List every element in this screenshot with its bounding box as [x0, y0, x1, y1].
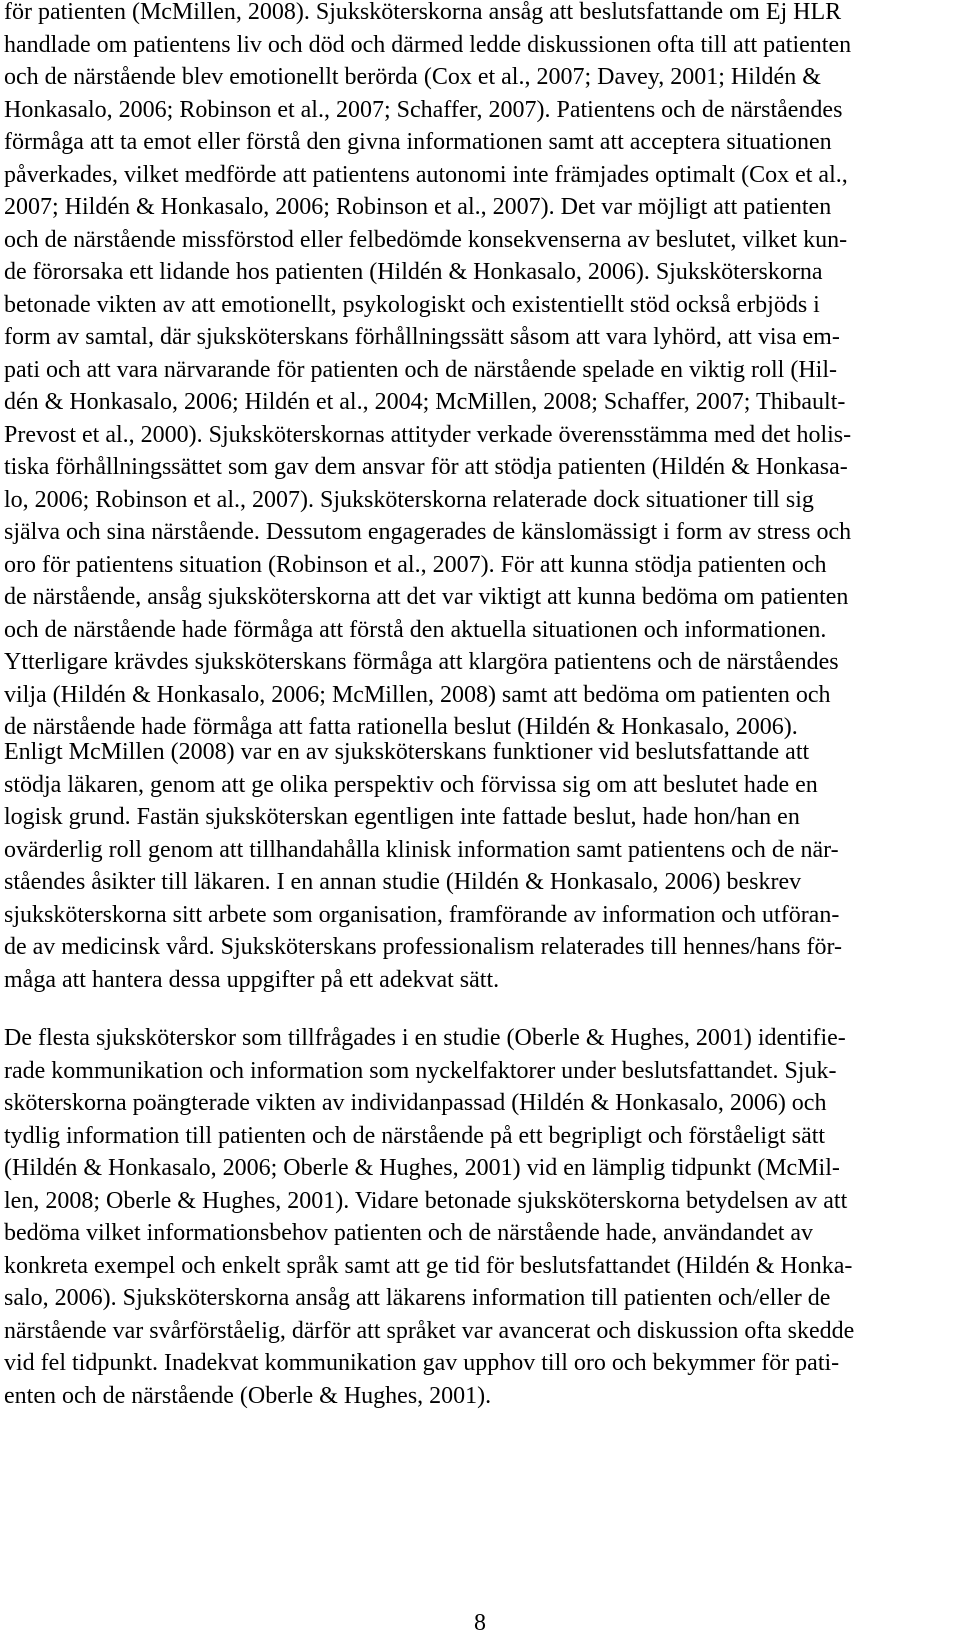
text-line: pati och att vara närvarande för patienten och de närstående spelade en viktig roll (Hil-	[4, 356, 837, 383]
text-line: betonade vikten av att emotionellt, psykologiskt och existentiellt stöd också erbjöds i	[4, 291, 820, 318]
text-line: konkreta exempel och enkelt språk samt att ge tid för beslutsfattandet (Hildén & Honka-	[4, 1252, 853, 1279]
text-line: påverkades, vilket medförde att patientens autonomi inte främjades optimalt (Cox et al.,	[4, 161, 848, 188]
text-line: de närstående hade förmåga att fatta rationella beslut (Hildén & Honkasalo, 2006).	[4, 714, 798, 740]
paragraph-1	[4, 0, 944, 744]
text-line: (Hildén & Honkasalo, 2006; Oberle & Hughes, 2001) vid en lämplig tidpunkt (McMil-	[4, 1155, 840, 1181]
text-line: len, 2008; Oberle & Hughes, 2001). Vidare betonade sjuksköterskorna betydelsen av att	[4, 1187, 848, 1214]
text-line: vid fel tidpunkt. Inadekvat kommunikation gav upphov till oro och bekymmer för pati-	[4, 1350, 840, 1376]
text-line: vilja (Hildén & Honkasalo, 2006; McMillen, 2008) samt att bedöma om patienten och	[4, 681, 831, 708]
text-line: oro för patientens situation (Robinson et al., 2007). För att kunna stödja patienten och	[4, 551, 827, 578]
text-line: ståendes åsikter till läkaren. I en annan studie (Hildén & Honkasalo, 2006) beskrev	[4, 869, 802, 895]
text-line: Ytterligare krävdes sjuksköterskans förmåga att klargöra patientens och de närståendes	[4, 649, 839, 675]
text-line: Prevost et al., 2000). Sjuksköterskornas attityder verkade överensstämma med det holis-	[4, 421, 852, 448]
text-line: stödja läkaren, genom att ge olika perspektiv och förvissa sig om att beslutet hade en	[4, 771, 818, 798]
text-line: lo, 2006; Robinson et al., 2007). Sjuksköterskorna relaterade dock situationer till sig	[4, 486, 814, 513]
text-line: De flesta sjuksköterskor som tillfrågades i en studie (Oberle & Hughes, 2001) identifie-	[4, 1025, 846, 1051]
paragraph-3	[4, 1022, 944, 1412]
paragraph-2	[4, 736, 944, 996]
page-number: 8	[474, 1610, 486, 1636]
text-line: form av samtal, där sjuksköterskans förhållningssätt såsom att vara lyhörd, att visa em-	[4, 324, 840, 350]
text-line: och de närstående missförstod eller felbedömde konsekvenserna av beslutet, vilket kun-	[4, 226, 848, 253]
text-line: Enligt McMillen (2008) var en av sjuksköterskans funktioner vid beslutsfattande att	[4, 739, 810, 765]
text-line: måga att hantera dessa uppgifter på ett adekvat sätt.	[4, 966, 500, 993]
text-line: salo, 2006). Sjuksköterskorna ansåg att läkarens information till patienten och/eller de	[4, 1285, 831, 1311]
text-line: 2007; Hildén & Honkasalo, 2006; Robinson et al., 2007). Det var möjligt att patienten	[4, 194, 832, 220]
text-line: enten och de närstående (Oberle & Hughes, 2001).	[4, 1382, 492, 1409]
text-line: sköterskorna poängterade vikten av individanpassad (Hildén & Honkasalo, 2006) och	[4, 1090, 827, 1116]
text-line: närstående var svårförståelig, därför att språket var avancerat och diskussion ofta skedde	[4, 1317, 855, 1344]
text-line: Honkasalo, 2006; Robinson et al., 2007; Schaffer, 2007). Patientens och de närståendes	[4, 96, 843, 123]
text-line: förmåga att ta emot eller förstå den givna informationen samt att acceptera situationen	[4, 129, 832, 155]
text-line: bedöma vilket informationsbehov patienten och de närstående hade, användandet av	[4, 1220, 814, 1246]
text-line: de av medicinsk vård. Sjuksköterskans professionalism relaterades till hennes/hans för-	[4, 934, 842, 960]
text-line: ovärderlig roll genom att tillhandahålla klinisk information samt patientens och de när-	[4, 836, 839, 863]
text-line: för patienten (McMillen, 2008). Sjuksköterskorna ansåg att beslutsfattande om Ej HLR	[4, 0, 842, 25]
text-line: logisk grund. Fastän sjuksköterskan egentligen inte fattade beslut, hade hon/han en	[4, 804, 800, 830]
text-line: sjuksköterskorna sitt arbete som organisation, framförande av information och utföran-	[4, 901, 840, 928]
text-line: de förorsaka ett lidande hos patienten (Hildén & Honkasalo, 2006). Sjuksköterskorna	[4, 259, 823, 285]
text-line: dén & Honkasalo, 2006; Hildén et al., 2004; McMillen, 2008; Schaffer, 2007; Thibault-	[4, 389, 846, 415]
text-line: och de närstående blev emotionellt berörda (Cox et al., 2007; Davey, 2001; Hildén &	[4, 64, 821, 90]
text-line: handlade om patientens liv och död och därmed ledde diskussionen ofta till att patienten	[4, 31, 852, 58]
text-line: själva och sina närstående. Dessutom engagerades de känslomässigt i form av stress och	[4, 519, 852, 545]
text-line: rade kommunikation och information som nyckelfaktorer under beslutsfattandet. Sjuk-	[4, 1057, 837, 1084]
text-line: tydlig information till patienten och de närstående på ett begripligt och förståeligt sätt	[4, 1122, 826, 1149]
text-line: och de närstående hade förmåga att förstå den aktuella situationen och informationen.	[4, 616, 827, 643]
text-line: tiska förhållningssättet som gav dem ansvar för att stödja patienten (Hildén & Honkasa-	[4, 454, 848, 480]
text-line: de närstående, ansåg sjuksköterskorna att det var viktigt att kunna bedöma om patienten	[4, 584, 849, 610]
